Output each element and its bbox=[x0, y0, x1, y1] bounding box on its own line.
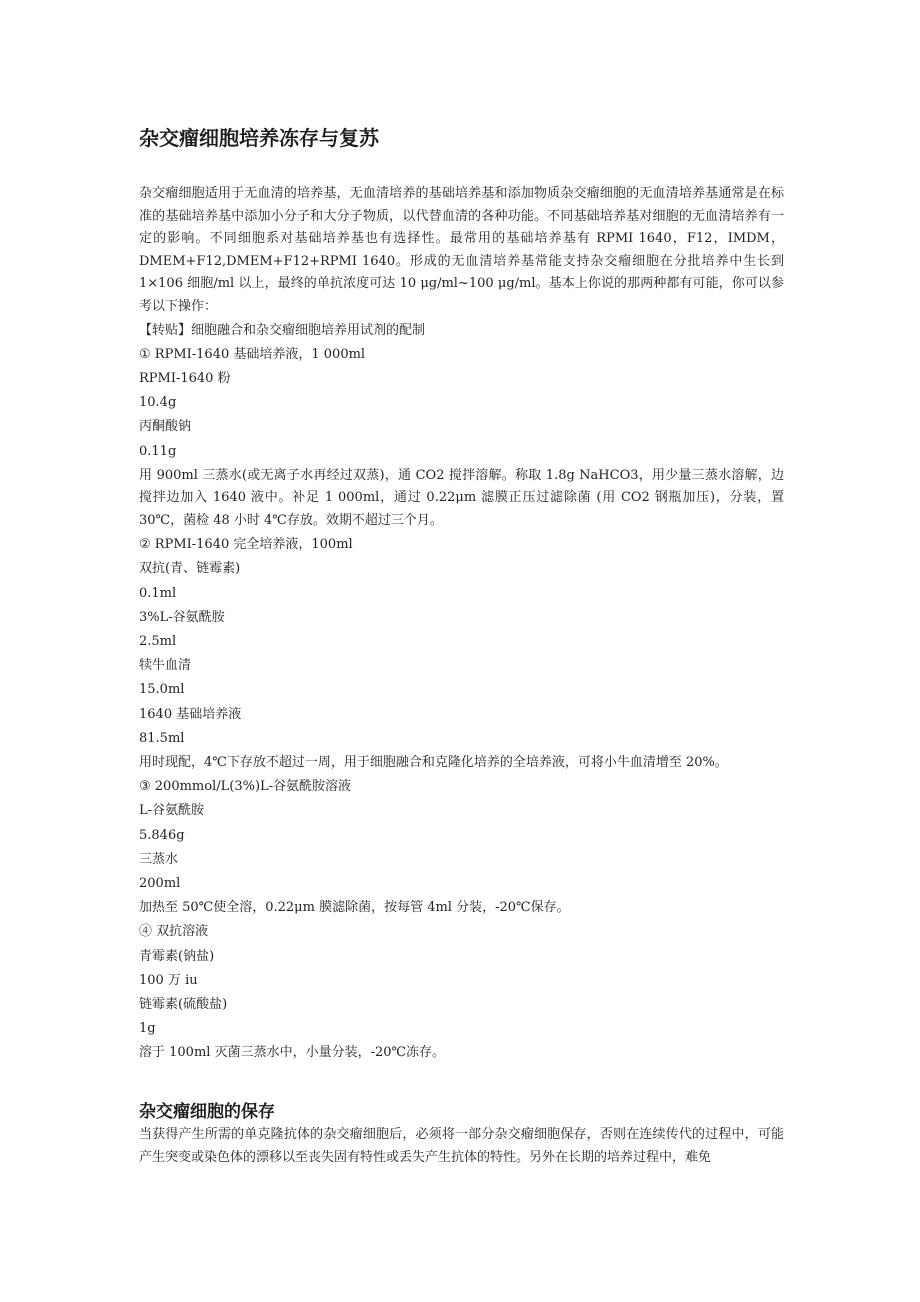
reagent-name: 三蒸水 bbox=[139, 851, 179, 867]
reagent-name: 双抗(青、链霉素) bbox=[139, 561, 241, 577]
reagent-name: 链霉素(硫酸盐) bbox=[139, 997, 228, 1013]
reagent-amount: 100 万 iu bbox=[139, 972, 198, 988]
reagent-amount: 15.0ml bbox=[139, 682, 185, 698]
reprint-heading: 【转贴】细胞融合和杂交瘤细胞培养用试剂的配制 bbox=[139, 322, 426, 338]
reagent-name: 丙酮酸钠 bbox=[139, 419, 192, 435]
reagent-amount: 200ml bbox=[139, 876, 181, 891]
section-heading: 杂交瘤细胞的保存 bbox=[139, 1102, 275, 1122]
reagent-name: L-谷氨酰胺 bbox=[139, 803, 205, 819]
reagent-amount: 0.11g bbox=[139, 443, 177, 459]
reagent-amount: 10.4g bbox=[139, 395, 177, 411]
section-paragraph: 当获得产生所需的单克隆抗体的杂交瘤细胞后，必须将一部分杂交瘤细胞保存，否则在连续传代的过程中，可能产生突变或染色体的漂移以至丧失固有特性或丢失产生抗体的特性。另外在长期的培养过程中，难免 bbox=[139, 1127, 784, 1165]
reagent-name: 犊牛血清 bbox=[139, 658, 192, 674]
reagent-amount: 1g bbox=[139, 1021, 156, 1037]
step-heading: ① RPMI-1640 基础培养液，1 000ml bbox=[139, 346, 366, 362]
document-title: 杂交瘤细胞培养冻存与复苏 bbox=[139, 126, 379, 150]
document-body bbox=[139, 183, 784, 1066]
step-heading: ③ 200mmol/L(3%)L-谷氨酰胺溶液 bbox=[139, 779, 352, 795]
reagent-amount: 2.5ml bbox=[139, 633, 177, 649]
reagent-amount: 81.5ml bbox=[139, 730, 185, 746]
reagent-list bbox=[139, 319, 784, 1066]
reagent-amount: 5.846g bbox=[139, 827, 185, 843]
reagent-name: 1640 基础培养液 bbox=[139, 706, 242, 722]
reagent-amount: 0.1ml bbox=[139, 585, 177, 601]
step-heading: ② RPMI-1640 完全培养液，100ml bbox=[139, 537, 353, 553]
procedure-text: 加热至 50℃使全溶，0.22μm 膜滤除菌，按每管 4ml 分装，-20℃保存。 bbox=[139, 900, 570, 916]
storage-section bbox=[139, 1100, 784, 1169]
reagent-name: 3%L-谷氨酰胺 bbox=[139, 609, 225, 625]
procedure-text: 用时现配，4℃下存放不超过一周，用于细胞融合和克隆化培养的全培养液，可将小牛血清增至 20%。 bbox=[139, 754, 728, 770]
procedure-text: 溶于 100ml 灭菌三蒸水中，小量分装，-20℃冻存。 bbox=[139, 1045, 446, 1061]
reagent-name: RPMI-1640 粉 bbox=[139, 370, 231, 386]
step-heading: ④ 双抗溶液 bbox=[139, 924, 209, 940]
intro-paragraph: 杂交瘤细胞适用于无血清的培养基，无血清培养的基础培养基和添加物质杂交瘤细胞的无血清培养基通常是在标准的基础培养基中添加小分子和大分子物质，以代替血清的各种功能。不同基础培养基对细胞的无血清培养有一定的影响。不同细胞系对基础培养基也有选择性。最常用的基础培养基有 RPMI 1640，F12，IMDM，DMEM+F12,DMEM+F12+RPMI 1640。形成的无血清培养基常能支持杂交瘤细胞在分批培养中生长到 1×106 细胞/ml 以上，最终的单抗浓度可达 10 μg/ml~100 μg/ml。基本上你说的那两种都有可能，你可以参考以下操作： bbox=[139, 186, 784, 314]
reagent-name: 青霉素(钠盐) bbox=[139, 948, 215, 964]
procedure-text: 用 900ml 三蒸水(或无离子水再经过双蒸)，通 CO2 搅拌溶解。称取 1.8g NaHCO3，用少量三蒸水溶解，边搅拌边加入 1640 液中。补足 1 000ml，通过 0.22μm 滤膜正压过滤除菌 (用 CO2 钢瓶加压)，分装，置 30℃，菌检 48 小时 4℃存放。效期不超过三个月。 bbox=[139, 467, 784, 528]
